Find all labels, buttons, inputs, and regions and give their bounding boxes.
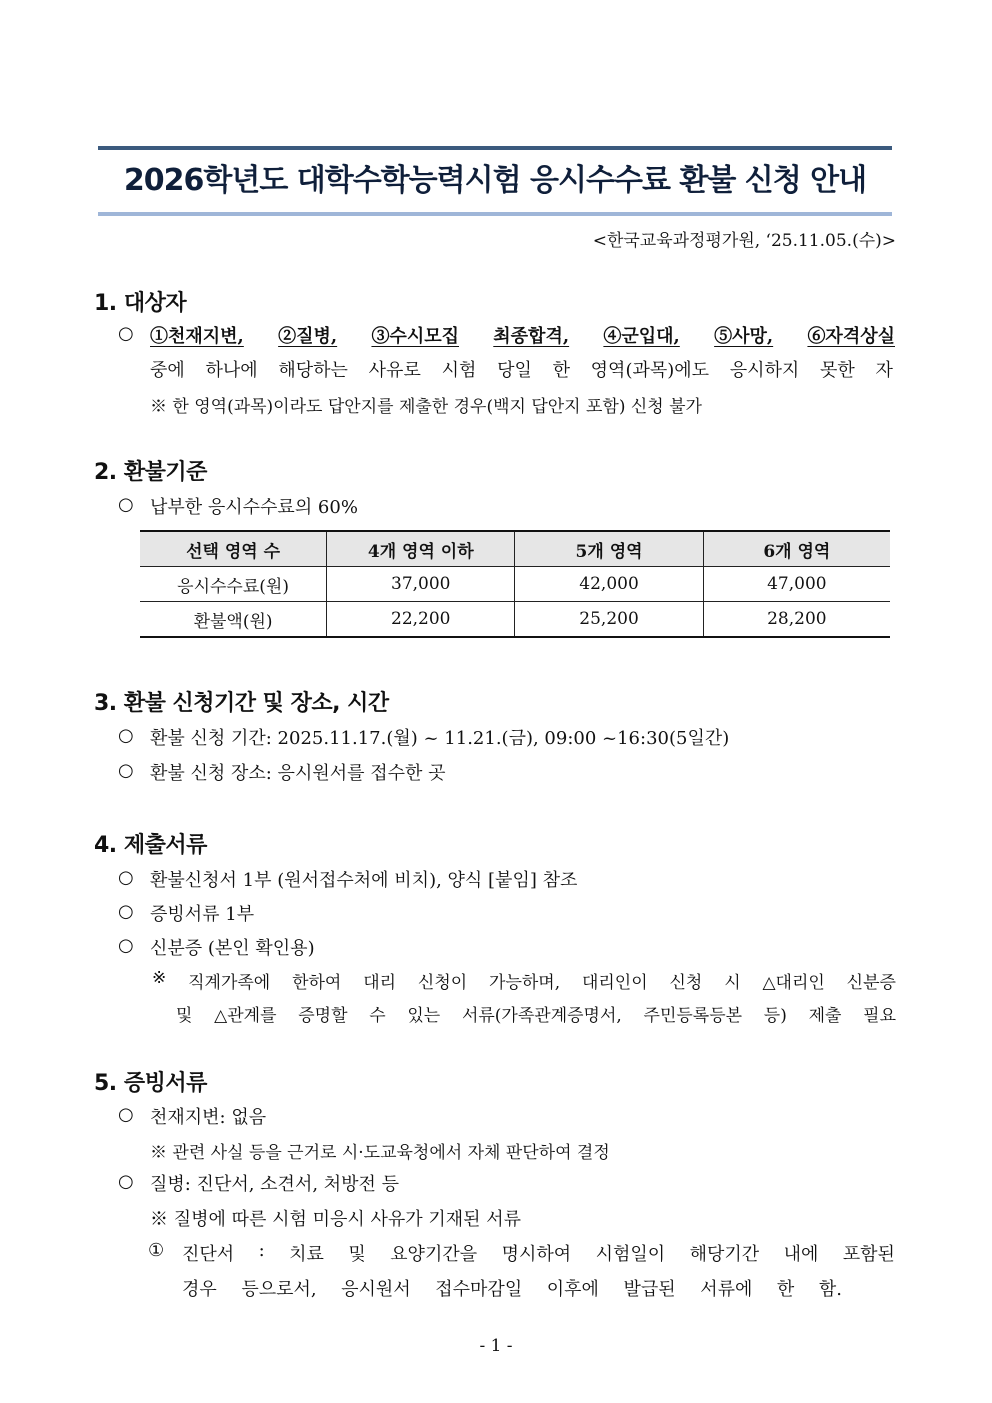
word: 응시원서 (341, 1279, 411, 1300)
word: 및 (176, 1006, 193, 1026)
word: 사유로 (368, 360, 421, 381)
title-bottom-rule (98, 212, 892, 216)
table-cell: 47,000 (703, 567, 890, 602)
word: 진단서 (182, 1244, 235, 1265)
word: 해당기간 (689, 1244, 760, 1265)
word: 경우 (182, 1279, 217, 1300)
word: △관계를 (214, 1006, 277, 1026)
word: 대리 (363, 973, 397, 993)
disaster-proof: 천재지변: 없음 (150, 1107, 267, 1128)
word: 발급된 (623, 1279, 676, 1300)
word: 시험 (441, 360, 477, 381)
word: 주민등록등본 (643, 1006, 743, 1026)
word: 제출 (808, 1006, 842, 1026)
section3-heading: 3. 환불 신청기간 및 장소, 시간 (94, 691, 389, 716)
table-cell: 42,000 (515, 567, 703, 602)
table-cell: 22,200 (327, 602, 515, 638)
word: 서류에 (700, 1279, 753, 1300)
table-cell: 37,000 (327, 567, 515, 602)
bullet-icon: ○ (118, 494, 134, 515)
word: ※ (152, 968, 167, 988)
table-header: 5개 영역 (515, 531, 703, 567)
word: 및 (348, 1244, 366, 1265)
word: 못한 (820, 360, 855, 381)
bullet-icon: ○ (118, 323, 134, 344)
document-item: 증빙서류 1부 (150, 904, 255, 925)
reason: ①천재지변, (150, 326, 244, 347)
table-row (140, 602, 890, 638)
word: 가능하며, (489, 973, 561, 993)
table-cell: 25,200 (515, 602, 703, 638)
table-row (140, 567, 890, 602)
word: 등으로서, (241, 1279, 317, 1300)
document-item: 신분증 (본인 확인용) (150, 938, 315, 959)
word: 당일 (497, 360, 532, 381)
word: 내에 (783, 1244, 819, 1265)
bullet-icon: ○ (118, 1171, 134, 1192)
word: 수 (369, 1006, 386, 1026)
word: 있는 (407, 1006, 441, 1026)
word: 서류(가족관계증명서, (461, 1006, 622, 1026)
refund-rate-text: 납부한 응시수수료의 60% (150, 497, 358, 518)
table-header: 4개 영역 이하 (327, 531, 515, 567)
word: 신청 (669, 973, 703, 993)
table-header: 선택 영역 수 (140, 531, 327, 567)
word: 영역(과목)에도 (590, 360, 710, 381)
proxy-note-line2 (176, 1001, 896, 1026)
document-item: 환불신청서 1부 (원서접수처에 비치), 양식 [붙임] 참조 (150, 870, 578, 891)
word: 등) (763, 1006, 787, 1026)
section1-heading: 1. 대상자 (94, 291, 187, 316)
table-header-row (140, 531, 890, 567)
word: 한 (552, 360, 570, 381)
bullet-icon: ○ (118, 935, 134, 956)
word: 신분증 (846, 973, 896, 993)
refund-place: 환불 신청 장소: 응시원서를 접수한 곳 (150, 763, 446, 784)
table-cell: 환불액(원) (140, 602, 327, 638)
bullet-icon: ○ (118, 867, 134, 888)
word: 한하여 (292, 973, 342, 993)
table-cell: 28,200 (703, 602, 890, 638)
word: 명시하여 (501, 1244, 572, 1265)
word: 이후에 (546, 1279, 599, 1300)
reason: ③수시모집 (371, 326, 459, 347)
word: 대리인이 (581, 973, 648, 993)
reason: ⑤사망, (714, 326, 774, 347)
word: 시 (724, 973, 741, 993)
refund-table (140, 530, 890, 638)
reason: ②질병, (278, 326, 338, 347)
document-title: 2026학년도 대학수학능력시험 응시수수료 환불 신청 안내 (123, 163, 867, 198)
eligibility-condition (150, 356, 893, 382)
bullet-icon: ○ (118, 901, 134, 922)
illness-proof: 질병: 진단서, 소견서, 처방전 등 (150, 1174, 400, 1195)
title-block (98, 146, 892, 216)
word: 신청이 (417, 973, 468, 993)
disaster-note: ※ 관련 사실 등을 근거로 시·도교육청에서 자체 판단하여 결정 (150, 1143, 610, 1163)
word: 증명할 (298, 1006, 348, 1026)
word: 중에 (150, 360, 185, 381)
word: 자 (875, 360, 893, 381)
word: 치료 (289, 1244, 324, 1265)
word: 해당하는 (278, 360, 348, 381)
proxy-note-line1 (152, 968, 896, 993)
refund-period: 환불 신청 기간: 2025.11.17.(월) ~ 11.21.(금), 09:00 ~16:30(5일간) (150, 728, 730, 749)
reason: ⑥자격상실 (807, 326, 895, 347)
table-cell: 응시수수료(원) (140, 567, 327, 602)
word: 직계가족에 (188, 973, 271, 993)
bullet-icon: ○ (118, 725, 134, 746)
word: : (258, 1240, 265, 1261)
diagnosis-line2 (182, 1275, 842, 1301)
section5-heading: 5. 증빙서류 (94, 1071, 207, 1096)
word: 요양기간을 (390, 1244, 478, 1265)
word: 응시하지 (729, 360, 800, 381)
word: 한 (776, 1279, 795, 1300)
item1-marker: ① (148, 1240, 165, 1261)
page-number: - 1 - (479, 1336, 513, 1356)
reason: 최종합격, (493, 326, 570, 347)
word: 시험일이 (595, 1244, 666, 1265)
section2-heading: 2. 환불기준 (94, 460, 207, 485)
eligible-reasons (150, 322, 895, 348)
section1-note: ※ 한 영역(과목)이라도 답안지를 제출한 경우(백지 답안지 포함) 신청 불가 (150, 397, 702, 417)
bullet-icon: ○ (118, 1104, 134, 1125)
bullet-icon: ○ (118, 760, 134, 781)
word: 함. (818, 1279, 842, 1300)
section4-heading: 4. 제출서류 (94, 833, 207, 858)
diagnosis-line1 (182, 1240, 895, 1266)
word: 필요 (863, 1006, 896, 1026)
reason: ④군입대, (603, 326, 680, 347)
table-header: 6개 영역 (703, 531, 890, 567)
word: △대리인 (762, 973, 825, 993)
word: 접수마감일 (435, 1279, 523, 1300)
illness-note: ※ 질병에 따른 시험 미응시 사유가 기재된 서류 (150, 1209, 522, 1230)
word: 하나에 (205, 360, 258, 381)
source-date: <한국교육과정평가원, ‘25.11.05.(수)> (592, 231, 896, 251)
word: 포함된 (842, 1244, 895, 1265)
